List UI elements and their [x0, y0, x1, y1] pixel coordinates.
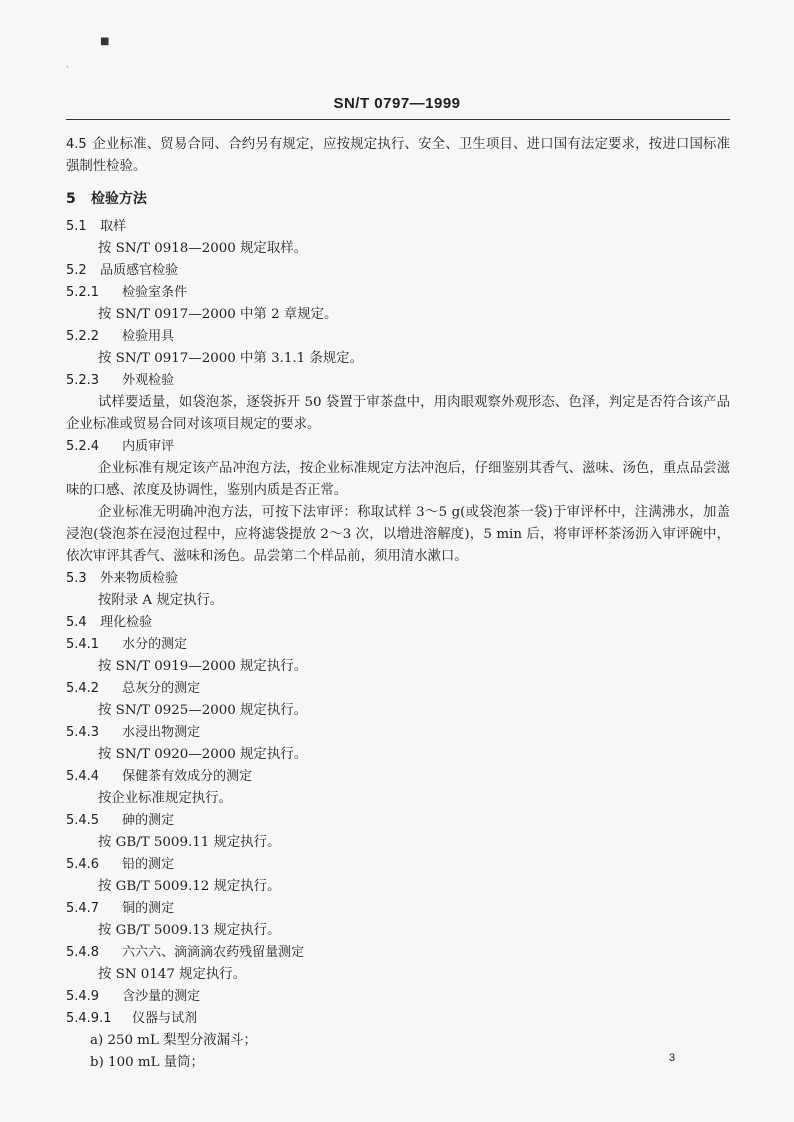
clause-title: 品质感官检验: [100, 263, 179, 278]
section-number: 5: [66, 191, 76, 207]
clause-5-4-9-heading: [66, 986, 730, 1008]
clause-number: 5.2.2: [66, 329, 100, 344]
clause-number: 5.4.2: [66, 681, 100, 696]
clause-title: 铅的测定: [122, 857, 175, 872]
clause-5-4-5-heading: [66, 810, 730, 832]
clause-title: 仪器与试剂: [132, 1011, 198, 1026]
list-item: b) 100 mL 量筒；: [90, 1055, 204, 1070]
clause-5-3-heading: [66, 568, 730, 590]
list-item: a) 250 mL 梨型分液漏斗；: [90, 1033, 257, 1048]
clause-title: 外观检验: [122, 373, 175, 388]
clause-number: 5.4: [66, 615, 87, 630]
clause-5-2-2-heading: [66, 326, 730, 348]
clause-number: 5.4.7: [66, 901, 100, 916]
clause-title: 水浸出物测定: [122, 725, 201, 740]
clause-number: 5.4.3: [66, 725, 100, 740]
clause-5-4-6-body: 按 GB/T 5009.12 规定执行。: [98, 879, 281, 894]
clause-5-4-8-body: 按 SN 0147 规定执行。: [98, 967, 247, 982]
clause-number: 5.2.4: [66, 439, 100, 454]
clause-number: 5.4.9.1: [66, 1011, 112, 1026]
clause-5-4-7-heading: [66, 898, 730, 920]
clause-title: 取样: [100, 219, 127, 234]
clause-5-4-4-body: 按企业标准规定执行。: [98, 791, 232, 806]
clause-title: 外来物质检验: [100, 571, 179, 586]
clause-number: 5.4.5: [66, 813, 100, 828]
clause-5-4-2-body: 按 SN/T 0925—2000 规定执行。: [98, 703, 307, 718]
clause-5-2-4-paragraph-1: 企业标准有规定该产品冲泡方法，按企业标准规定方法冲泡后，仔细鉴别其香气、滋味、汤色，重点品尝滋味的口感、浓度及协调性，鉴别内质是否正常。: [66, 461, 730, 498]
clause-5-2-heading: [66, 260, 730, 282]
page-number: 3: [669, 1052, 676, 1064]
clause-number: 4.5: [66, 137, 87, 152]
clause-title: 六六六、滴滴滴农药残留量测定: [122, 945, 305, 960]
clause-number: 5.1: [66, 219, 87, 234]
clause-5-4-1-body: 按 SN/T 0919—2000 规定执行。: [98, 659, 307, 674]
clause-number: 5.4.9: [66, 989, 100, 1004]
clause-number: 5.3: [66, 571, 87, 586]
clause-5-2-3-body: 试样要适量，如袋泡茶，逐袋拆开 50 袋置于审茶盘中，用肉眼观察外观形态、色泽，判定是否符合该产品企业标准或贸易合同对该项目规定的要求。: [66, 395, 730, 432]
clause-5-4-1-heading: [66, 634, 730, 656]
clause-title: 铜的测定: [122, 901, 175, 916]
clause-5-2-2-body: 按 SN/T 0917—2000 中第 3.1.1 条规定。: [98, 351, 363, 366]
clause-title: 水分的测定: [122, 637, 188, 652]
clause-5-2-1-heading: [66, 282, 730, 304]
clause-5-2-4-paragraph-2: 企业标准无明确冲泡方法，可按下法审评：称取试样 3～5 g(或袋泡茶一袋)于审评杯中，注满沸水，加盖浸泡(袋泡茶在浸泡过程中，应将滤袋提放 2～3 次，以增进溶解度)，5 min 后，将审评杯茶汤沥入审评碗中，依次审评其香气、滋味和汤色。品尝第二个样品前，须用清水漱口。: [66, 505, 730, 564]
clause-title: 砷的测定: [122, 813, 175, 828]
clause-4-5: [66, 134, 730, 178]
clause-title: 含沙量的测定: [122, 989, 201, 1004]
page-header: SN/T 0797—1999: [333, 95, 461, 112]
clause-title: 内质审评: [122, 439, 175, 454]
clause-5-3-body: 按附录 A 规定执行。: [98, 593, 224, 608]
clause-5-1-body: 按 SN/T 0918—2000 规定取样。: [98, 241, 307, 256]
clause-number: 5.4.8: [66, 945, 100, 960]
clause-number: 5.4.1: [66, 637, 100, 652]
section-5-heading: [66, 188, 730, 210]
clause-5-1-heading: [66, 216, 730, 238]
clause-number: 5.4.6: [66, 857, 100, 872]
clause-5-2-1-body: 按 SN/T 0917—2000 中第 2 章规定。: [98, 307, 338, 322]
clause-5-4-7-body: 按 GB/T 5009.13 规定执行。: [98, 923, 281, 938]
clause-number: 5.2.3: [66, 373, 100, 388]
clause-title: 检验用具: [122, 329, 175, 344]
clause-5-4-9-1-heading: [66, 1008, 730, 1030]
clause-5-2-3-heading: [66, 370, 730, 392]
clause-5-4-2-heading: [66, 678, 730, 700]
clause-5-4-3-body: 按 SN/T 0920—2000 规定执行。: [98, 747, 307, 762]
clause-5-4-6-heading: [66, 854, 730, 876]
clause-5-4-5-body: 按 GB/T 5009.11 规定执行。: [98, 835, 281, 850]
header-rule: [66, 119, 730, 120]
document-body: [66, 134, 730, 1074]
clause-5-4-heading: [66, 612, 730, 634]
clause-title: 检验室条件: [122, 285, 188, 300]
scan-mark: ■: [100, 36, 110, 47]
clause-title: 理化检验: [100, 615, 153, 630]
clause-number: 5.4.4: [66, 769, 100, 784]
clause-5-2-4-heading: [66, 436, 730, 458]
clause-5-4-8-heading: [66, 942, 730, 964]
clause-title: 总灰分的测定: [122, 681, 201, 696]
section-title: 检验方法: [90, 191, 147, 207]
clause-number: 5.2: [66, 263, 87, 278]
clause-text: 企业标准、贸易合同、合约另有规定，应按规定执行、安全、卫生项目、进口国有法定要求，按进口国标准强制性检验。: [66, 137, 730, 174]
clause-5-4-4-heading: [66, 766, 730, 788]
clause-title: 保健茶有效成分的测定: [122, 769, 253, 784]
scan-mark: ˋ: [66, 66, 70, 74]
clause-number: 5.2.1: [66, 285, 100, 300]
clause-5-4-3-heading: [66, 722, 730, 744]
